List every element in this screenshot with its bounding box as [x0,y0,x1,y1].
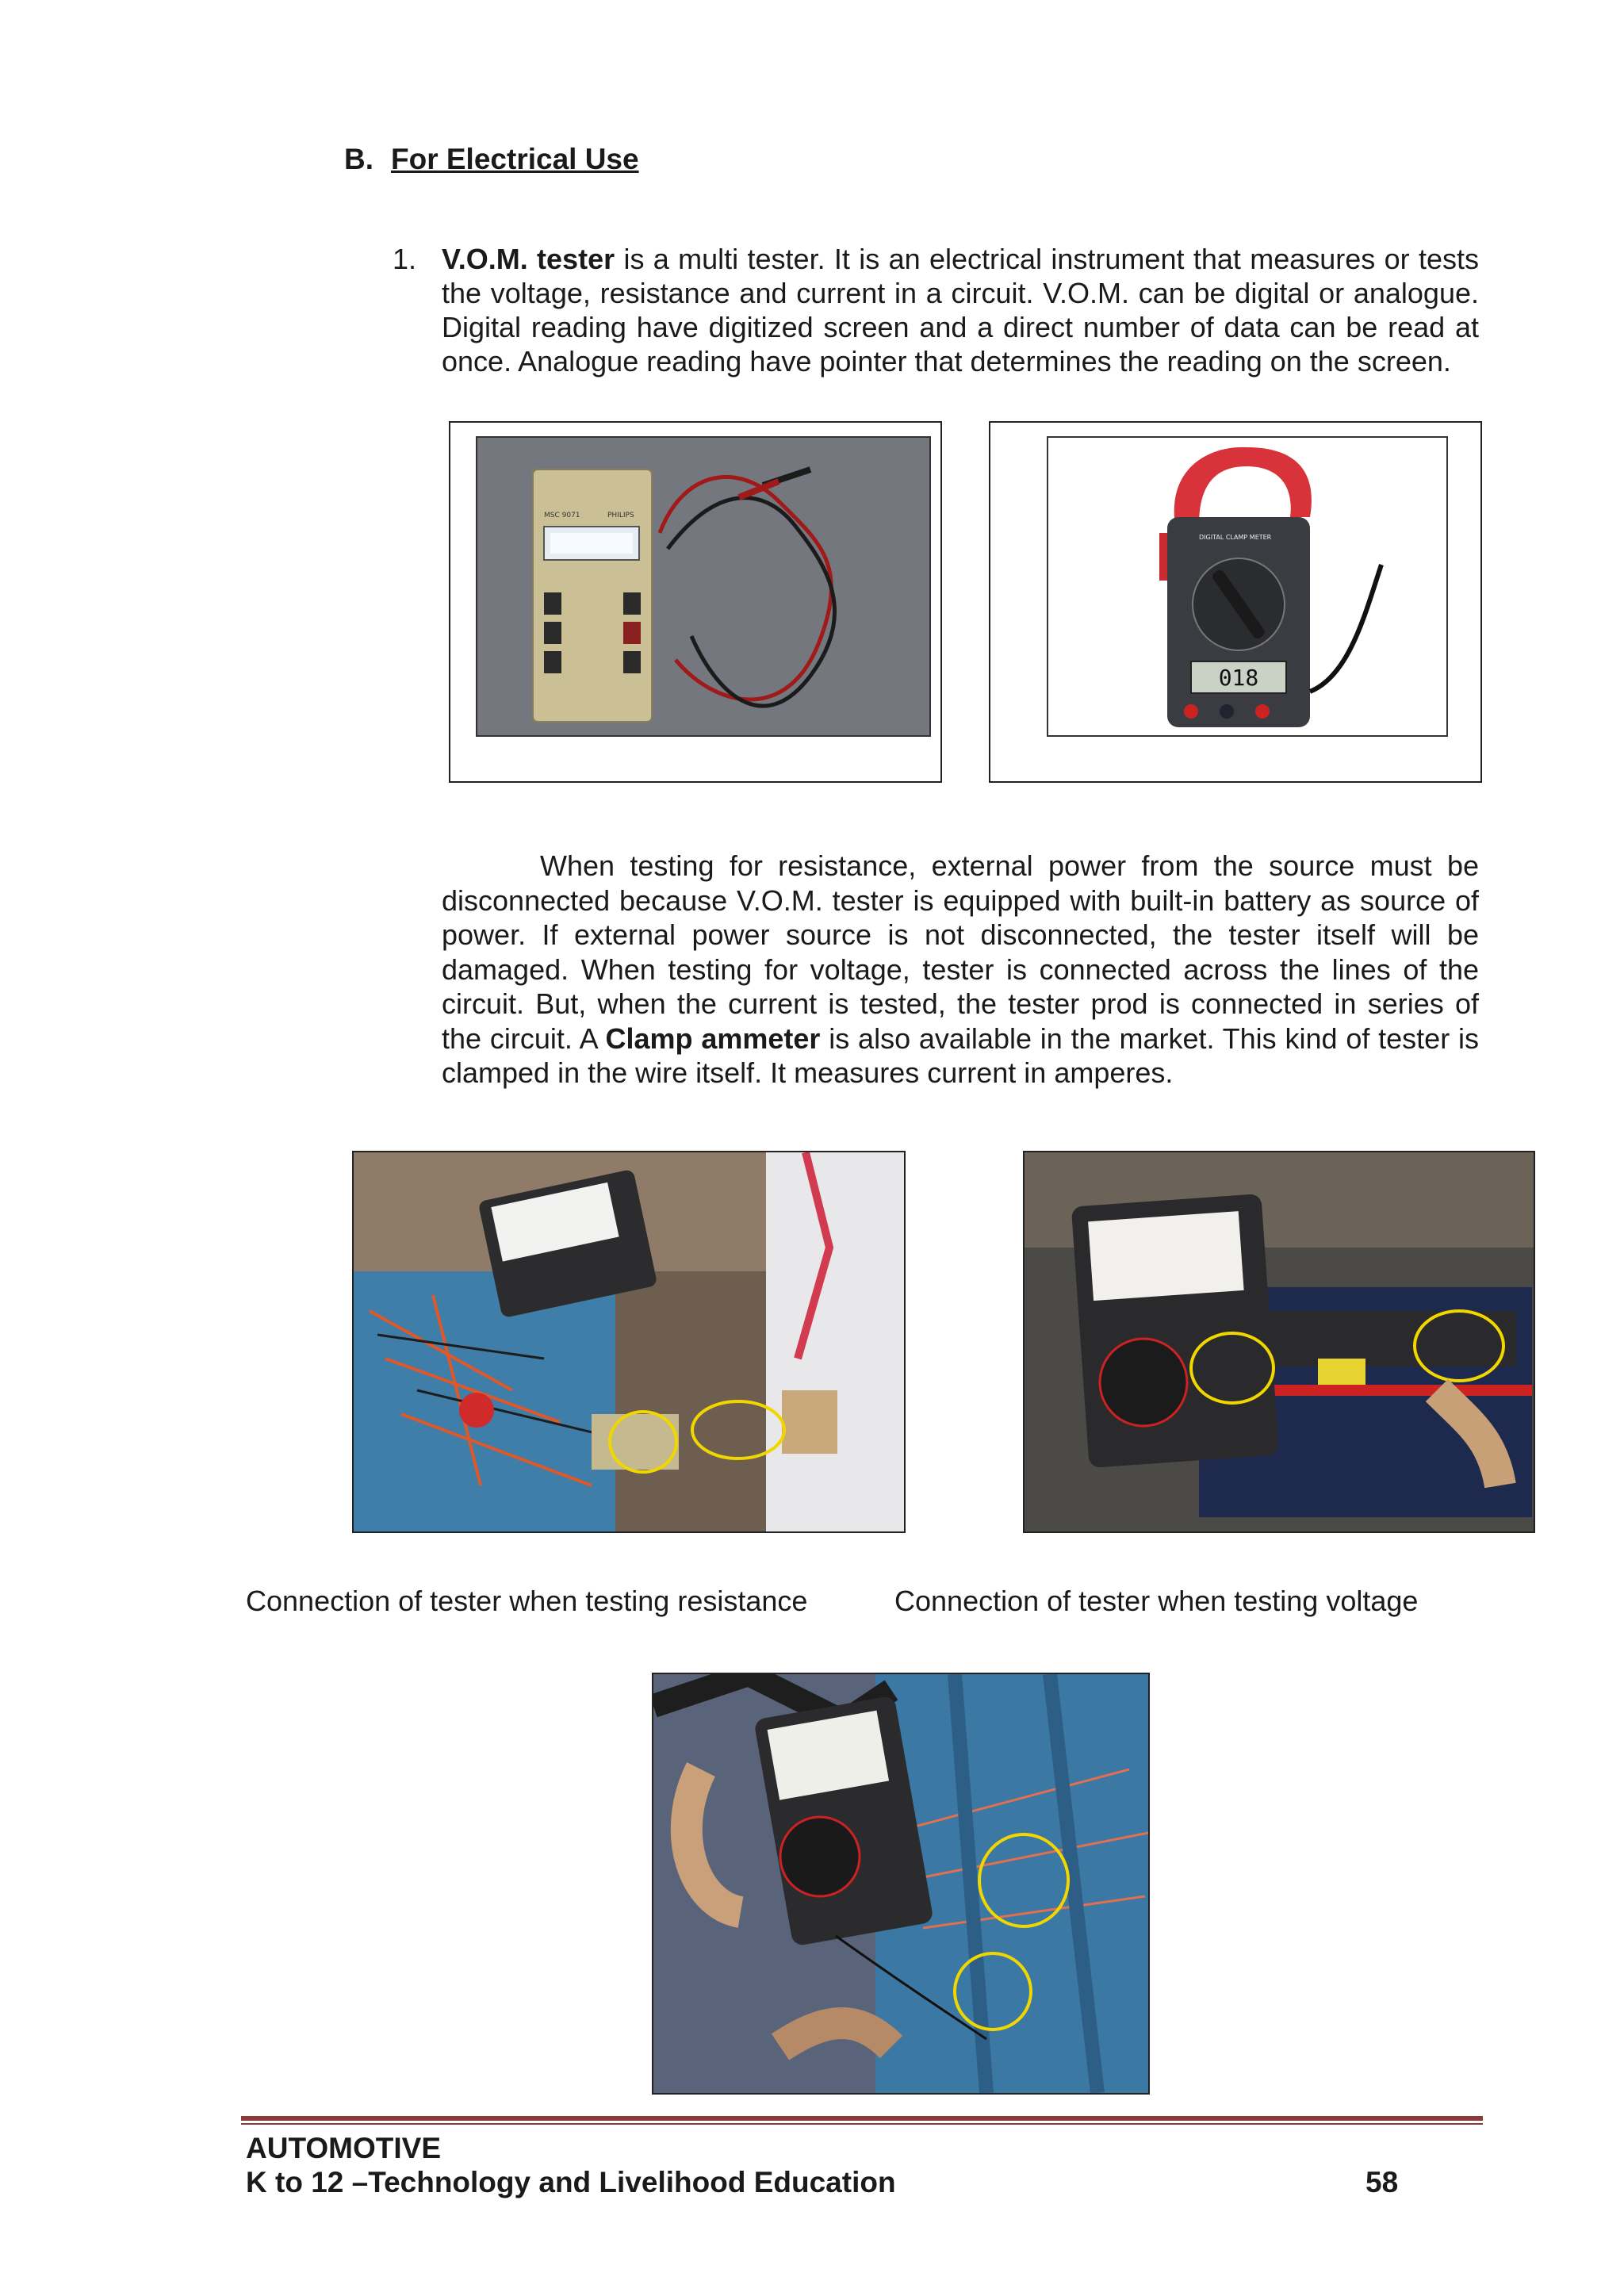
section-title: For Electrical Use [391,143,639,175]
paragraph-part2: is also available in the market. This kind of tester is clamped in the wire itself. It measures current in amperes. [442,1022,1479,1089]
photo-resistance-testing [352,1151,906,1533]
clamp-meter-label: DIGITAL CLAMP METER [1199,534,1272,541]
term-vom-tester: V.O.M. tester [442,243,615,275]
photo-current-testing [652,1673,1150,2095]
section-letter: B. [344,143,373,175]
digital-brand-label: PHILIPS [607,512,634,519]
testing-paragraph [442,849,1479,1091]
clamp-display-reading: 018 [1218,665,1259,691]
caption-resistance: Connection of tester when testing resistance [246,1585,808,1617]
list-item-text [442,242,1479,378]
page-number: 58 [1365,2166,1399,2198]
paragraph-part1: When testing for resistance, external power from the source must be disconnected because V.O.M. tester is equipped with built-in battery as source of power. If external power source is not disconnected, the tester itself will be damaged. When testing for voltage, tester is connected across the lines of the circuit. But, when the current is tested, the tester prod is connected in series of the circuit. A [442,849,1479,1055]
vom-definition: is a multi tester. It is an electrical instrument that measures or tests the voltage, resistance and current in a circuit. V.O.M. can be digital or analogue. Digital reading have digitized screen and a direct number of data can be read at once. Analogue reading have pointer that determines the reading on the screen. [442,243,1479,378]
list-number: 1. [393,243,417,275]
caption-voltage: Connection of tester when testing voltage [894,1585,1419,1617]
section-heading [344,143,639,176]
photo-clamp-meter [1047,436,1448,737]
digital-model-label: MSC 9071 [544,512,580,519]
footer-rule-thick [241,2116,1483,2121]
footer-subject: AUTOMOTIVE [246,2132,441,2164]
photo-voltage-testing [1023,1151,1535,1533]
footer-program: K to 12 –Technology and Livelihood Education [246,2166,896,2198]
term-clamp-ammeter: Clamp ammeter [605,1022,821,1055]
photo-digital-multimeter [476,436,931,737]
footer-rule-thin [241,2123,1483,2125]
list-item-vom-tester [393,242,1479,378]
